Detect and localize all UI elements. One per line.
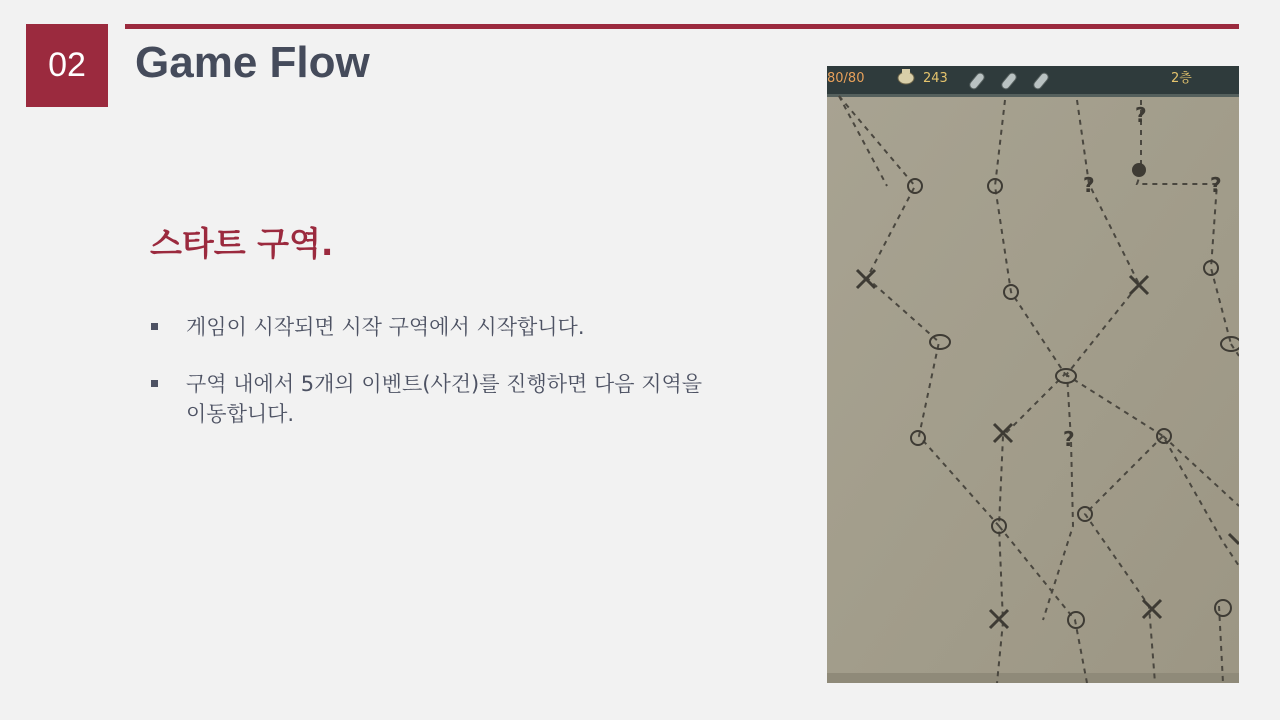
header-rule: [125, 24, 1239, 29]
bullet-list: [150, 312, 710, 456]
section-heading: 스타트 구역.: [150, 224, 334, 263]
svg-text:?: ?: [1083, 173, 1095, 197]
hp-readout: 80/80: [827, 71, 865, 86]
question-mark-icon[interactable]: [1063, 427, 1075, 451]
bullet-text: 구역 내에서 5개의 이벤트(사건)를 진행하면 다음 지역을 이동합니다.: [186, 372, 703, 426]
slide-number-badge: [26, 24, 108, 107]
question-mark-icon[interactable]: [1210, 173, 1222, 197]
svg-text:?: ?: [1210, 173, 1222, 197]
bullet-item: [150, 369, 710, 429]
question-mark-icon[interactable]: [1083, 173, 1095, 197]
question-mark-icon[interactable]: [1135, 103, 1147, 127]
bullet-text: 게임이 시작되면 시작 구역에서 시작합니다.: [186, 315, 585, 339]
gold-readout: 243: [923, 71, 948, 86]
slide-number: 02: [48, 46, 86, 84]
floor-readout: 2층: [1171, 71, 1192, 86]
bullet-square-icon: [151, 380, 158, 387]
slide-title: Game Flow: [135, 38, 370, 87]
merchant-icon[interactable]: [1132, 163, 1146, 177]
map-canvas: [827, 66, 1239, 683]
bullet-item: [150, 312, 710, 342]
svg-text:?: ?: [1063, 427, 1075, 451]
game-map-screenshot: [827, 66, 1239, 683]
svg-text:?: ?: [1135, 103, 1147, 127]
bullet-square-icon: [151, 323, 158, 330]
